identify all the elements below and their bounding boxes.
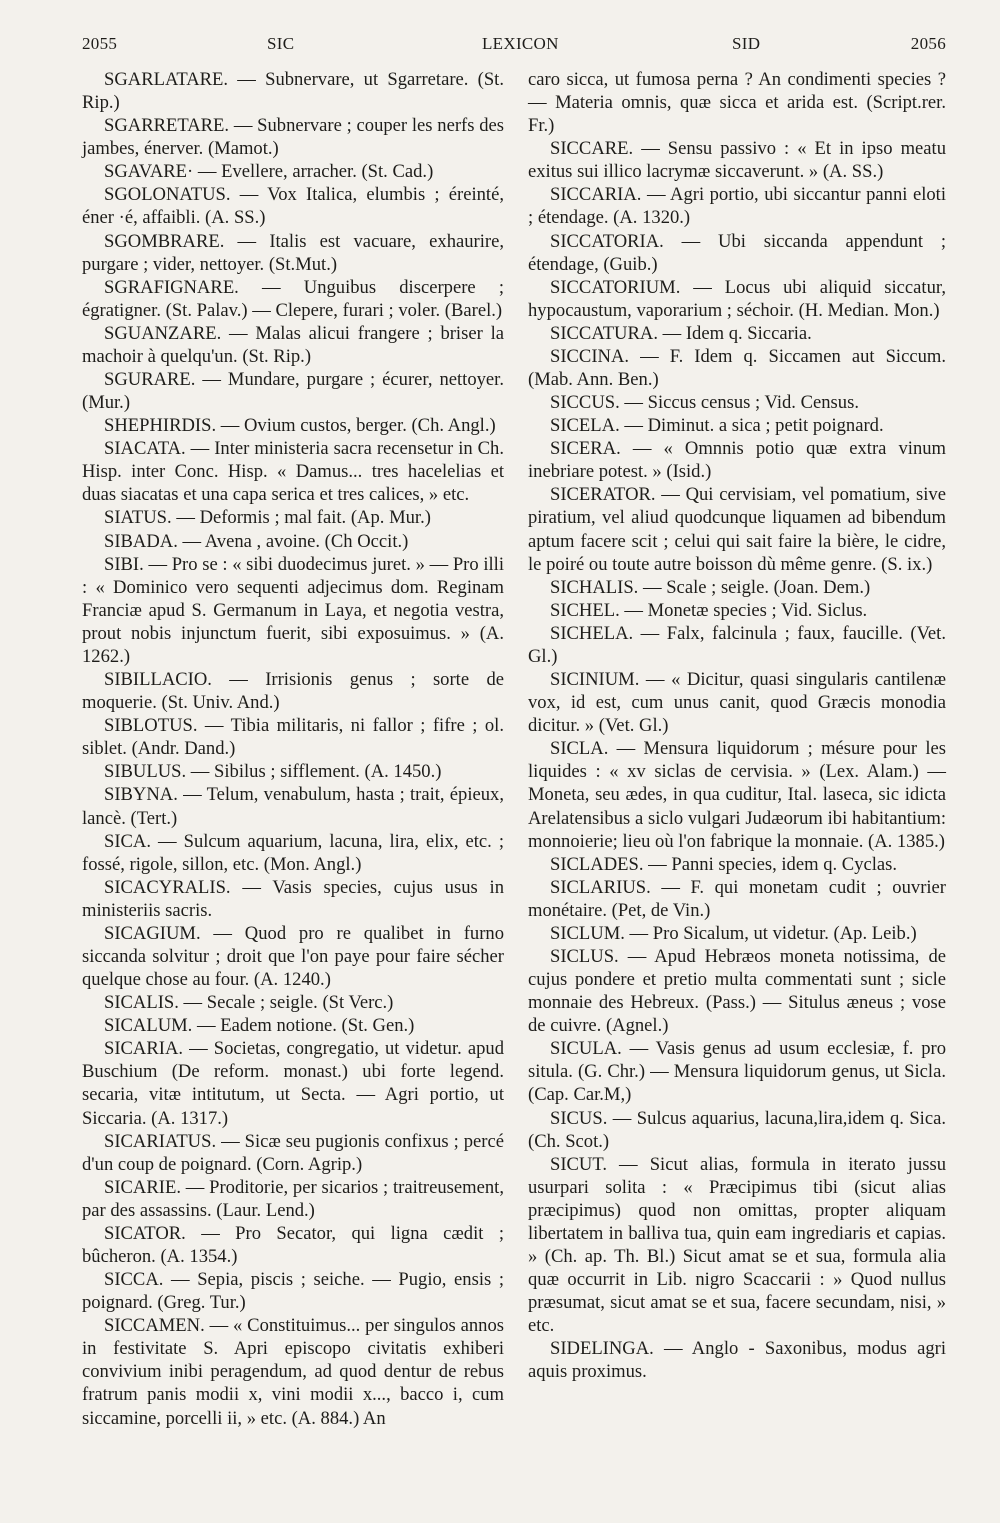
entry-sibi: SIBI. — Pro se : « sibi duodecimus juret. » — Pro illi : « Dominico vero sequenti adjecimus dom. Reginam Franciæ apud S. Germanum in Laya, et negotia vestra, prout nobis injunctum fuerit, sibi exposuimus. » (A. 1262.) xyxy=(82,553,504,667)
entry-sicera: SICERA. — « Omnnis potio quæ extra vinum inebriare potest. » (Isid.) xyxy=(528,438,946,483)
entry-siccus: SICCUS. — Siccus census ; Vid. Census. xyxy=(550,392,859,414)
entry-siclum: SICLUM. — Pro Sicalum, ut videtur. (Ap. Leib.) xyxy=(550,922,917,944)
entry-sicula: SICULA. — Vasis genus ad usum ecclesiæ, f. pro situla. (G. Chr.) — Mensura liquidorum genus, ut Sicla. (Cap. Car.M,) xyxy=(528,1038,946,1106)
entry-siccina: SICCINA. — F. Idem q. Siccamen aut Siccum. (Mab. Ann. Ben.) xyxy=(528,345,946,391)
column-headword-left: SIC xyxy=(267,34,295,53)
entry-sichel: SICHEL. — Monetæ species ; Vid. Siclus. xyxy=(550,599,868,621)
entry-sicagium: SICAGIUM. — Quod pro re qualibet in furno siccanda solvitur ; droit que l'on paye pour faire sécher quelque chose au four. (A. 1240.) xyxy=(82,922,504,991)
entry-siclarius: SICLARIUS. — F. qui monetam cudit ; ouvrier monétaire. (Pet, de Vin.) xyxy=(528,876,946,921)
entry-shephirdis: SHEPHIRDIS. — Ovium custos, berger. (Ch. Angl.) xyxy=(104,415,496,437)
entry-sgolonatus: SGOLONATUS. — Vox Italica, elumbis ; éreinté, éner ·é, affaibli. (A. SS.) xyxy=(82,184,504,229)
entry-siccaria: SICCARIA. — Agri portio, ubi siccantur panni eloti ; étendage. (A. 1320.) xyxy=(528,184,946,229)
entry-siblotus: SIBLOTUS. — Tibia militaris, ni fallor ; fifre ; ol. siblet. (Andr. Dand.) xyxy=(82,715,504,760)
entry-sibyna: SIBYNA. — Telum, venabulum, hasta ; trait, épieux, lancè. (Tert.) xyxy=(82,784,504,829)
entry-sicela: SICELA. — Diminut. a sica ; petit poignard. xyxy=(550,415,884,437)
entry-siccamen-continued: caro sicca, ut fumosa perna ? An condimenti species ? — Materia omnis, quæ sicca et arida est. (Script.rer. Fr.) xyxy=(528,69,946,137)
entry-sgavare: SGAVARE· — Evellere, arracher. (St. Cad.) xyxy=(104,161,434,183)
entry-sicator: SICATOR. — Pro Secator, qui ligna cædit ; bûcheron. (A. 1354.) xyxy=(82,1222,504,1267)
entry-sgombrare: SGOMBRARE. — Italis est vacuare, exhaurire, purgare ; vider, nettoyer. (St.Mut.) xyxy=(82,230,504,275)
entry-sgarlatare: SGARLATARE. — Subnervare, ut Sgarretare. (St. Rip.) xyxy=(82,69,504,114)
right-column xyxy=(528,68,946,1383)
entry-sicariatus: SICARIATUS. — Sicæ seu pugionis confixus ; percé d'un coup de poignard. (Corn. Agrip.) xyxy=(82,1130,504,1175)
entry-sgurare: SGURARE. — Mundare, purgare ; écurer, nettoyer. (Mur.) xyxy=(82,369,504,414)
entry-sicla: SICLA. — Mensura liquidorum ; mésure pour les liquides : « xv siclas de cervisia. » (Lex. Alam.) — Moneta, seu ædes, in qua cuditur, Ital. laseca, sic idicta Arelatensibus a siclo vulgari Judæorum ibi habitantium: monnoierie; lieu où l'on fabrique la monnaie. (A. 1385.) xyxy=(528,738,946,852)
entry-sgrafignare: SGRAFIGNARE. — Unguibus discerpere ; égratigner. (St. Palav.) — Clepere, furari ; voler. (Barel.) xyxy=(82,276,504,321)
entry-sica: SICA. — Sulcum aquarium, lacuna, lira, elix, etc. ; fossé, rigole, sillon, etc. (Mon. Angl.) xyxy=(82,830,504,875)
entry-sichalis: SICHALIS. — Scale ; seigle. (Joan. Dem.) xyxy=(550,576,871,598)
entry-siccare: SICCARE. — Sensu passivo : « Et in ipso meatu exitus sui illico lacrymæ siccaverunt. » (A. SS.) xyxy=(528,138,946,183)
left-column xyxy=(82,68,504,1430)
entry-sgarretare: SGARRETARE. — Subnervare ; couper les nerfs des jambes, énerver. (Mamot.) xyxy=(82,115,504,160)
entry-sicaria: SICARIA. — Societas, congregatio, ut videtur. apud Buschium (De reform. monast.) ubi forte legend. secaria, vitæ intitutum, ut Secta. — Agri portio, ut Siccaria. (A. 1317.) xyxy=(82,1038,504,1129)
entry-siclus: SICLUS. — Apud Hebræos moneta notissima, de cujus pondere et pretio multa commentati sunt ; sicle monnaie des Hebreux. (Pass.) — Situlus æneus ; vose de cuivre. (Agnel.) xyxy=(528,945,946,1037)
running-header xyxy=(82,34,946,58)
entry-sicus: SICUS. — Sulcus aquarius, lacuna,lira,idem q. Sica. (Ch. Scot.) xyxy=(528,1107,946,1152)
entry-siccatura: SICCATURA. — Idem q. Siccaria. xyxy=(550,322,812,344)
entry-siccatorium: SICCATORIUM. — Locus ubi aliquid siccatur, hypocaustum, vaporarium ; séchoir. (H. Median. Mon.) xyxy=(528,276,946,321)
entry-siccamen: SICCAMEN. — « Constituimus... per singulos annos in festivitate S. Apri episcopo civitatis exhiberi convivium inibi peragendum, ad quod dentur de rebus fratrum panis modii x, vini modii x..., bacco i, cum siccamine, porcelli ii, » etc. (A. 884.) An xyxy=(82,1315,504,1429)
entry-sicut: SICUT. — Sicut alias, formula in iterato jussu usurpari solita : « Præcipimus tibi (sicut alias præcipimus) quod non omittas, propter aliquam libertatem in balliva tua, quin eam ingrediaris et capias. » (Ch. ap. Th. Bl.) Sicut amat se et sua, formula alia quæ occurrit in Lib. nigro Scaccarii : » Quod nullus præsumat, sicut amat se et sua, facere secundam, nisi, » etc. xyxy=(528,1153,946,1337)
page-number-right: 2056 xyxy=(910,34,946,53)
entry-sguanzare: SGUANZARE. — Malas alicui frangere ; briser la machoir à quelqu'un. (St. Rip.) xyxy=(82,322,504,367)
entry-siccatoria: SICCATORIA. — Ubi siccanda appendunt ; étendage, (Guib.) xyxy=(528,230,946,275)
entry-siclades: SICLADES. — Panni species, idem q. Cyclas. xyxy=(550,853,898,875)
entry-sidelinga: SIDELINGA. — Anglo - Saxonibus, modus agri aquis proximus. xyxy=(528,1338,946,1383)
entry-sibillacio: SIBILLACIO. — Irrisionis genus ; sorte de moquerie. (St. Univ. And.) xyxy=(82,669,504,714)
entry-sicalis: SICALIS. — Secale ; seigle. (St Verc.) xyxy=(104,992,394,1014)
entry-sicca: SICCA. — Sepia, piscis ; seiche. — Pugio, ensis ; poignard. (Greg. Tur.) xyxy=(82,1269,504,1314)
entry-siatus: SIATUS. — Deformis ; mal fait. (Ap. Mur.) xyxy=(104,507,431,529)
entry-sibulus: SIBULUS. — Sibilus ; sifflement. (A. 1450.) xyxy=(104,761,442,783)
entry-sicerator: SICERATOR. — Qui cervisiam, vel pomatium, sive piratium, vel aliud quodcunque liquamen ad bibendum aptum facere scit ; celui qui sait faire la bière, le cidre, le poiré ou toute autre boisson dù même genre. (S. ix.) xyxy=(528,484,946,575)
entry-sicacyralis: SICACYRALIS. — Vasis species, cujus usus in ministeriis sacris. xyxy=(82,876,504,921)
entry-sichela: SICHELA. — Falx, falcinula ; faux, faucille. (Vet. Gl.) xyxy=(528,622,946,667)
page-number-left: 2055 xyxy=(82,34,118,53)
column-headword-right: SID xyxy=(732,34,761,53)
entry-siacata: SIACATA. — Inter ministeria sacra recensetur in Ch. Hisp. inter Conc. Hisp. « Damus... tres hacelelias et duas siacatas et una capa serica et tres calices, » etc. xyxy=(82,438,504,506)
entry-sicalum: SICALUM. — Eadem notione. (St. Gen.) xyxy=(104,1015,415,1037)
running-title: LEXICON xyxy=(482,34,559,53)
entry-sibada: SIBADA. — Avena , avoine. (Ch Occit.) xyxy=(104,530,409,552)
entry-sicinium: SICINIUM. — « Dicitur, quasi singularis cantilenæ vox, id est, cum unus canit, quod Græcis monodia dicitur. » (Vet. Gl.) xyxy=(528,669,946,737)
entry-sicarie: SICARIE. — Proditorie, per sicarios ; traitreusement, par des assassins. (Laur. Lend.) xyxy=(82,1176,504,1221)
